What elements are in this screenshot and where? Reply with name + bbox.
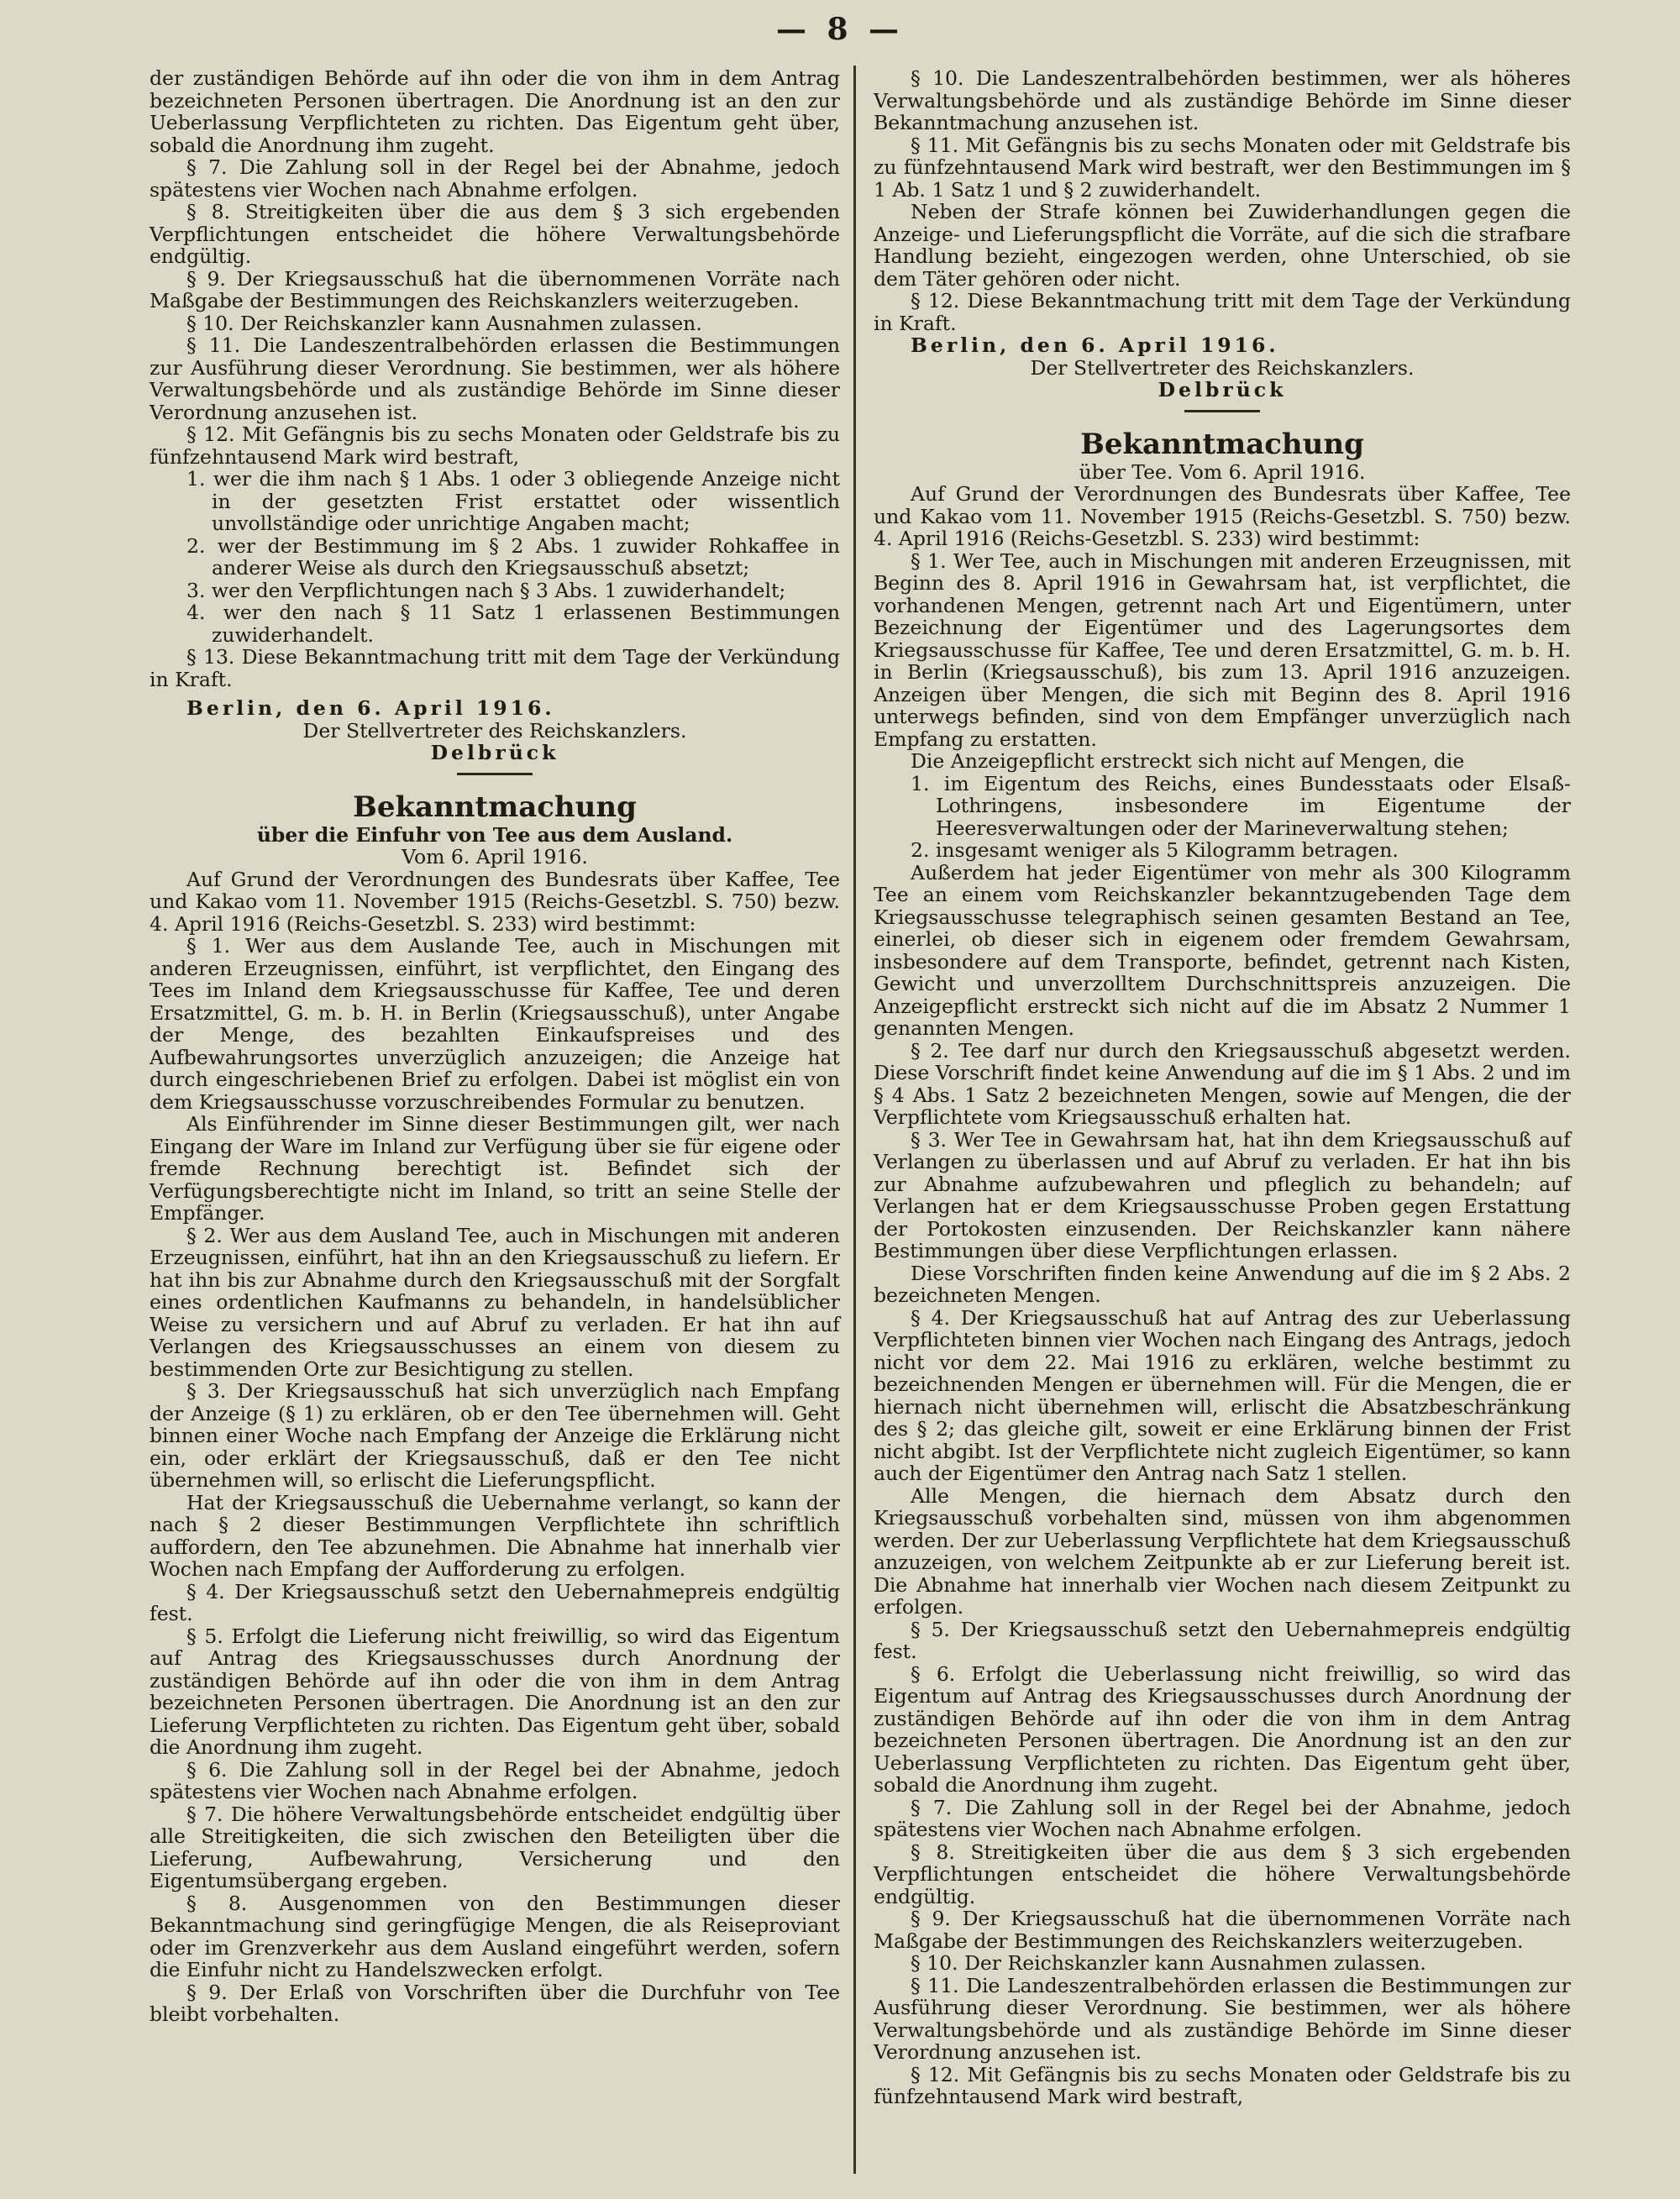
- section-title: Bekanntmachung: [1080, 427, 1364, 461]
- paragraph: Außerdem hat jeder Eigentümer von mehr als 300 Kilogramm Tee an einem vom Reichskanzler bekanntzugebenden Tage dem Kriegsausschusse telegraphisch seinen gesamten Bestand an Tee, einerlei, ob dieser sich in eigenem oder fremdem Gewahrsam, insbesondere auf dem Transporte, befindet, getrennt nach Kisten, Gewicht und unverzolltem Durchschnittspreis anzuzeigen. Die Anzeigepflicht erstreckt sich nicht auf die im Absatz 2 Nummer 1 genannten Mengen.: [874, 860, 1571, 1040]
- column-divider: [853, 66, 856, 2174]
- list-item: 2. insgesamt weniger als 5 Kilogramm betragen.: [911, 838, 1399, 862]
- paragraph: Die Anzeigepflicht erstreckt sich nicht auf Mengen, die: [911, 749, 1465, 773]
- paragraph: § 12. Mit Gefängnis bis zu sechs Monaten oder Geldstrafe bis zu fünfzehntausend Mark wird bestraft,: [150, 422, 840, 469]
- right-column: [874, 67, 1571, 2108]
- paragraph: § 10. Die Landeszentralbehörden bestimmen, wer als höheres Verwaltungsbehörde und als zuständige Behörde im Sinne dieser Bekanntmachung anzusehen ist.: [874, 66, 1571, 134]
- paragraph: § 4. Der Kriegsausschuß hat auf Antrag des zur Ueberlassung Verpflichteten binnen vier Wochen nach Eingang des Antrags, jedoch nicht vor dem 22. Mai 1916 zu erklären, welche bestimmt zu bezeichnenden Mengen er übernehmen will. Für die Mengen, die er hiernach nicht übernehmen will, erlischt die Absatzbeschränkung des § 2; das gleiche gilt, soweit er eine Erklärung binnen der Frist nicht abgibt. Ist der Verpflichtete nicht zugleich Eigentümer, so kann auch der Eigentümer den Antrag nach Satz 1 stellen.: [874, 1305, 1571, 1485]
- paragraph: § 9. Der Kriegsausschuß hat die übernommenen Vorräte nach Maßgabe der Bestimmungen des Reichskanzlers weiterzugeben.: [150, 266, 840, 312]
- paragraph: § 8. Streitigkeiten über die aus dem § 3 sich ergebenden Verpflichtungen entscheidet die höhere Verwaltungsbehörde endgültig.: [874, 1839, 1571, 1908]
- paragraph: § 10. Der Reichskanzler kann Ausnahmen zulassen.: [911, 1951, 1426, 1975]
- paragraph: Neben der Strafe können bei Zuwiderhandlungen gegen die Anzeige- und Lieferungspflicht die Vorräte, auf die sich die strafbare Handlung bezieht, eingezogen werden, ohne Unterschied, ob sie dem Täter gehören oder nicht.: [874, 200, 1571, 291]
- paragraph: Auf Grund der Verordnungen des Bundesrats über Kaffee, Tee und Kakao vom 11. November 1915 (Reichs-Gesetzbl. S. 750) bezw. 4. April 1916 (Reichs-Gesetzbl. S. 233) wird bestimmt:: [874, 482, 1571, 550]
- paragraph: § 7. Die Zahlung soll in der Regel bei der Abnahme, jedoch spätestens vier Wochen nach Abnahme erfolgen.: [150, 155, 840, 202]
- paragraph: § 8. Streitigkeiten über die aus dem § 3 sich ergebenden Verpflichtungen entscheidet die höhere Verwaltungsbehörde endgültig.: [150, 200, 840, 268]
- paragraph: § 9. Der Kriegsausschuß hat die übernommenen Vorräte nach Maßgabe der Bestimmungen des Reichskanzlers weiterzugeben.: [874, 1907, 1571, 1953]
- paragraph: § 2. Tee darf nur durch den Kriegsausschuß abgesetzt werden. Diese Vorschrift findet keine Anwendung auf die im § 1 Abs. 2 und im § 4 Abs. 1 Satz 2 bezeichneten Mengen, sowie auf Mengen, die der Verpflichtete vom Kriegsausschuß erhalten hat.: [874, 1038, 1571, 1129]
- list-item: 1. wer die ihm nach § 1 Abs. 1 oder 3 obliegende Anzeige nicht in der gesetzten Frist erstattet oder wissentlich unvollständige oder unrichtige Angaben macht;: [186, 467, 840, 535]
- paragraph: § 6. Die Zahlung soll in der Regel bei der Abnahme, jedoch spätestens vier Wochen nach Abnahme erfolgen.: [150, 1757, 840, 1803]
- paragraph: Alle Mengen, die hiernach dem Absatz durch den Kriegsausschuß vorbehalten sind, müssen von ihm abgenommen werden. Der zur Ueberlassung Verpflichtete hat dem Kriegsausschuß anzuzeigen, von welchem Zeitpunkte ab er zur Lieferung bereit ist. Die Abnahme hat innerhalb vier Wochen nach diesem Zeitpunkt zu erfolgen.: [874, 1483, 1571, 1619]
- paragraph: § 5. Der Kriegsausschuß setzt den Uebernahmepreis endgültig fest.: [874, 1617, 1571, 1663]
- paragraph: § 3. Wer Tee in Gewahrsam hat, hat ihn dem Kriegsausschuß auf Verlangen zu überlassen und auf Abruf zu verladen. Er hat ihn bis zur Abnahme aufzubewahren und pfleglich zu behandeln; auf Verlangen hat er dem Kriegsausschusse Proben gegen Erstattung der Portokosten einzusenden. Der Reichskanzler kann nähere Bestimmungen über diese Verpflichtungen erlassen.: [874, 1127, 1571, 1262]
- page-number: — 8 —: [775, 12, 905, 47]
- paragraph: § 1. Wer Tee, auch in Mischungen mit anderen Erzeugnissen, mit Beginn des 8. April 1916 in Gewahrsam hat, ist verpflichtet, die vorhandenen Mengen, getrennt nach Art und Eigentümern, unter Bezeichnung der Eigentümer und des Lagerungsortes dem Kriegsausschusse für Kaffee, Tee und deren Ersatzmittel, G. m. b. H. in Berlin (Kriegsausschuß), bis zum 13. April 1916 anzuzeigen. Anzeigen über Mengen, die sich mit Beginn des 8. April 1916 unterwegs befinden, sind von dem Empfänger unverzüglich nach Empfang zu erstatten.: [874, 548, 1571, 751]
- paragraph: § 11. Die Landeszentralbehörden erlassen die Bestimmungen zur Ausführung dieser Verordnung. Sie bestimmen, wer als höhere Verwaltungsbehörde und als zuständige Behörde im Sinne dieser Verordnung anzusehen ist.: [874, 1973, 1571, 2064]
- section-divider: [457, 773, 533, 775]
- paragraph: § 7. Die höhere Verwaltungsbehörde entscheidet endgültig über alle Streitigkeiten, die sich zwischen den Beteiligten über die Lieferung, Aufbewahrung, Versicherung und den Eigentumsübergang ergeben.: [150, 1802, 840, 1892]
- section-title: Bekanntmachung: [353, 790, 637, 824]
- list-item: 1. im Eigentum des Reichs, eines Bundesstaats oder Elsaß-Lothringens, insbesondere im Eigentume der Heeresverwaltungen oder der Marineverwaltung stehen;: [911, 771, 1571, 840]
- paragraph: § 6. Erfolgt die Ueberlassung nicht freiwillig, so wird das Eigentum auf Antrag des Kriegsausschusses durch Anordnung der zuständigen Behörde auf ihn oder die von ihm in dem Antrag bezeichneten Personen übertragen. Die Anordnung ist an den zur Ueberlassung Verpflichteten zu richten. Das Eigentum geht über, sobald die Anordnung ihm zugeht.: [874, 1661, 1571, 1797]
- paragraph: § 10. Der Reichskanzler kann Ausnahmen zulassen.: [186, 311, 702, 335]
- paragraph: der zuständigen Behörde auf ihn oder die von ihm in dem Antrag bezeichneten Personen übertragen. Die Anordnung ist an den zur Ueberlassung Verpflichteten zu richten. Das Eigentum geht über, sobald die Anordnung ihm zugeht.: [150, 66, 840, 157]
- signer-name: Delbrück: [430, 741, 559, 764]
- date-line: Berlin, den 6. April 1916.: [911, 333, 1279, 357]
- section-subtitle: über Tee. Vom 6. April 1916.: [1079, 459, 1366, 484]
- paragraph: § 9. Der Erlaß von Vorschriften über die Durchfuhr von Tee bleibt vorbehalten.: [150, 1980, 840, 2026]
- paragraph: § 3. Der Kriegsausschuß hat sich unverzüglich nach Empfang der Anzeige (§ 1) zu erklären, ob er den Tee übernehmen will. Geht binnen einer Woche nach Empfang der Anzeige die Erklärung nicht ein, oder erklärt der Kriegsausschuß, daß er den Tee nicht übernehmen will, so erlischt die Lieferungspflicht.: [150, 1379, 840, 1492]
- signer-title: Der Stellvertreter des Reichskanzlers.: [302, 718, 687, 743]
- signer-title: Der Stellvertreter des Reichskanzlers.: [1030, 355, 1415, 380]
- paragraph: § 8. Ausgenommen von den Bestimmungen dieser Bekanntmachung sind geringfügige Mengen, die als Reiseproviant oder im Grenzverkehr aus dem Ausland eingeführt werden, sofern die Einfuhr nicht zu Handelszwecken erfolgt.: [150, 1891, 840, 1981]
- paragraph: § 12. Mit Gefängnis bis zu sechs Monaten oder Geldstrafe bis zu fünfzehntausend Mark wird bestraft,: [874, 2062, 1571, 2108]
- left-column: [150, 67, 840, 2026]
- paragraph: Diese Vorschriften finden keine Anwendung auf die im § 2 Abs. 2 bezeichneten Mengen.: [874, 1261, 1571, 1307]
- paragraph: Als Einführender im Sinne dieser Bestimmungen gilt, wer nach Eingang der Ware im Inland zur Verfügung über sie für eigene oder fremde Rechnung berechtigt ist. Befindet sich der Verfügungsberechtigte nicht im Inland, so tritt an seine Stelle der Empfänger.: [150, 1112, 840, 1225]
- section-date: Vom 6. April 1916.: [402, 845, 588, 869]
- paragraph: Auf Grund der Verordnungen des Bundesrats über Kaffee, Tee und Kakao vom 11. November 1915 (Reichs-Gesetzbl. S. 750) bezw. 4. April 1916 (Reichs-Gesetzbl. S. 233) wird bestimmt:: [150, 867, 840, 936]
- paragraph: § 13. Diese Bekanntmachung tritt mit dem Tage der Verkündung in Kraft.: [150, 645, 840, 691]
- paragraph: § 12. Diese Bekanntmachung tritt mit dem Tage der Verkündung in Kraft.: [874, 289, 1571, 335]
- paragraph: § 7. Die Zahlung soll in der Regel bei der Abnahme, jedoch spätestens vier Wochen nach Abnahme erfolgen.: [874, 1795, 1571, 1841]
- list-item: 3. wer den Verpflichtungen nach § 3 Abs. 1 zuwiderhandelt;: [186, 578, 786, 602]
- list-item: 4. wer den nach § 11 Satz 1 erlassenen Bestimmungen zuwiderhandelt.: [186, 601, 840, 647]
- paragraph: § 11. Mit Gefängnis bis zu sechs Monaten oder mit Geldstrafe bis zu fünfzehntausend Mark wird bestraft, wer den Bestimmungen im § 1 Ab. 1 Satz 1 und § 2 zuwiderhandelt.: [874, 133, 1571, 202]
- paragraph: § 5. Erfolgt die Lieferung nicht freiwillig, so wird das Eigentum auf Antrag des Kriegsausschusses durch Anordnung der zuständigen Behörde auf ihn oder die von ihm in dem Antrag bezeichneten Personen übertragen. Die Anordnung ist an den zur Lieferung Verpflichteten zu richten. Das Eigentum geht über, sobald die Anordnung ihm zugeht.: [150, 1624, 840, 1759]
- list-item: 2. wer der Bestimmung im § 2 Abs. 1 zuwider Rohkaffee in anderer Weise als durch den Kriegsausschuß absetzt;: [186, 533, 840, 580]
- date-line: Berlin, den 6. April 1916.: [186, 696, 555, 720]
- paragraph: § 1. Wer aus dem Auslande Tee, auch in Mischungen mit anderen Erzeugnissen, einführt, ist verpflichtet, den Eingang des Tees im Inland dem Kriegsausschusse für Kaffee, Tee und deren Ersatzmittel, G. m. b. H. in Berlin (Kriegsausschuß), unter Angabe der Menge, des bezahlten Einkaufspreises und des Aufbewahrungsortes unverzüglich anzuzeigen; die Anzeige hat durch eingeschriebenen Brief zu erfolgen. Dabei ist möglist ein von dem Kriegsausschusse vorzuschreibendes Formular zu benutzen.: [150, 934, 840, 1114]
- paragraph: § 2. Wer aus dem Ausland Tee, auch in Mischungen mit anderen Erzeugnissen, einführt, hat ihn an den Kriegsausschuß zu liefern. Er hat ihn bis zur Abnahme durch den Kriegsausschuß mit der Sorgfalt eines ordentlichen Kaufmanns zu behandeln, in handelsüblicher Weise zu versichern und auf Abruf zu verladen. Er hat ihn auf Verlangen des Kriegsausschusses an einem von diesem zu bestimmenden Orte zur Besichtigung zu stellen.: [150, 1223, 840, 1381]
- paragraph: § 11. Die Landeszentralbehörden erlassen die Bestimmungen zur Ausführung dieser Verordnung. Sie bestimmen, wer als höhere Verwaltungsbehörde und als zuständige Behörde im Sinne dieser Verordnung anzusehen ist.: [150, 333, 840, 424]
- section-divider: [1184, 410, 1260, 412]
- section-subtitle: über die Einfuhr von Tee aus dem Ausland.: [256, 822, 733, 847]
- paragraph: Hat der Kriegsausschuß die Uebernahme verlangt, so kann der nach § 2 dieser Bestimmungen Verpflichtete ihn schriftlich auffordern, den Tee abzunehmen. Die Abnahme hat innerhalb vier Wochen nach Empfang der Aufforderung zu erfolgen.: [150, 1490, 840, 1581]
- paragraph: § 4. Der Kriegsausschuß setzt den Uebernahmepreis endgültig fest.: [150, 1579, 840, 1625]
- signer-name: Delbrück: [1158, 378, 1287, 401]
